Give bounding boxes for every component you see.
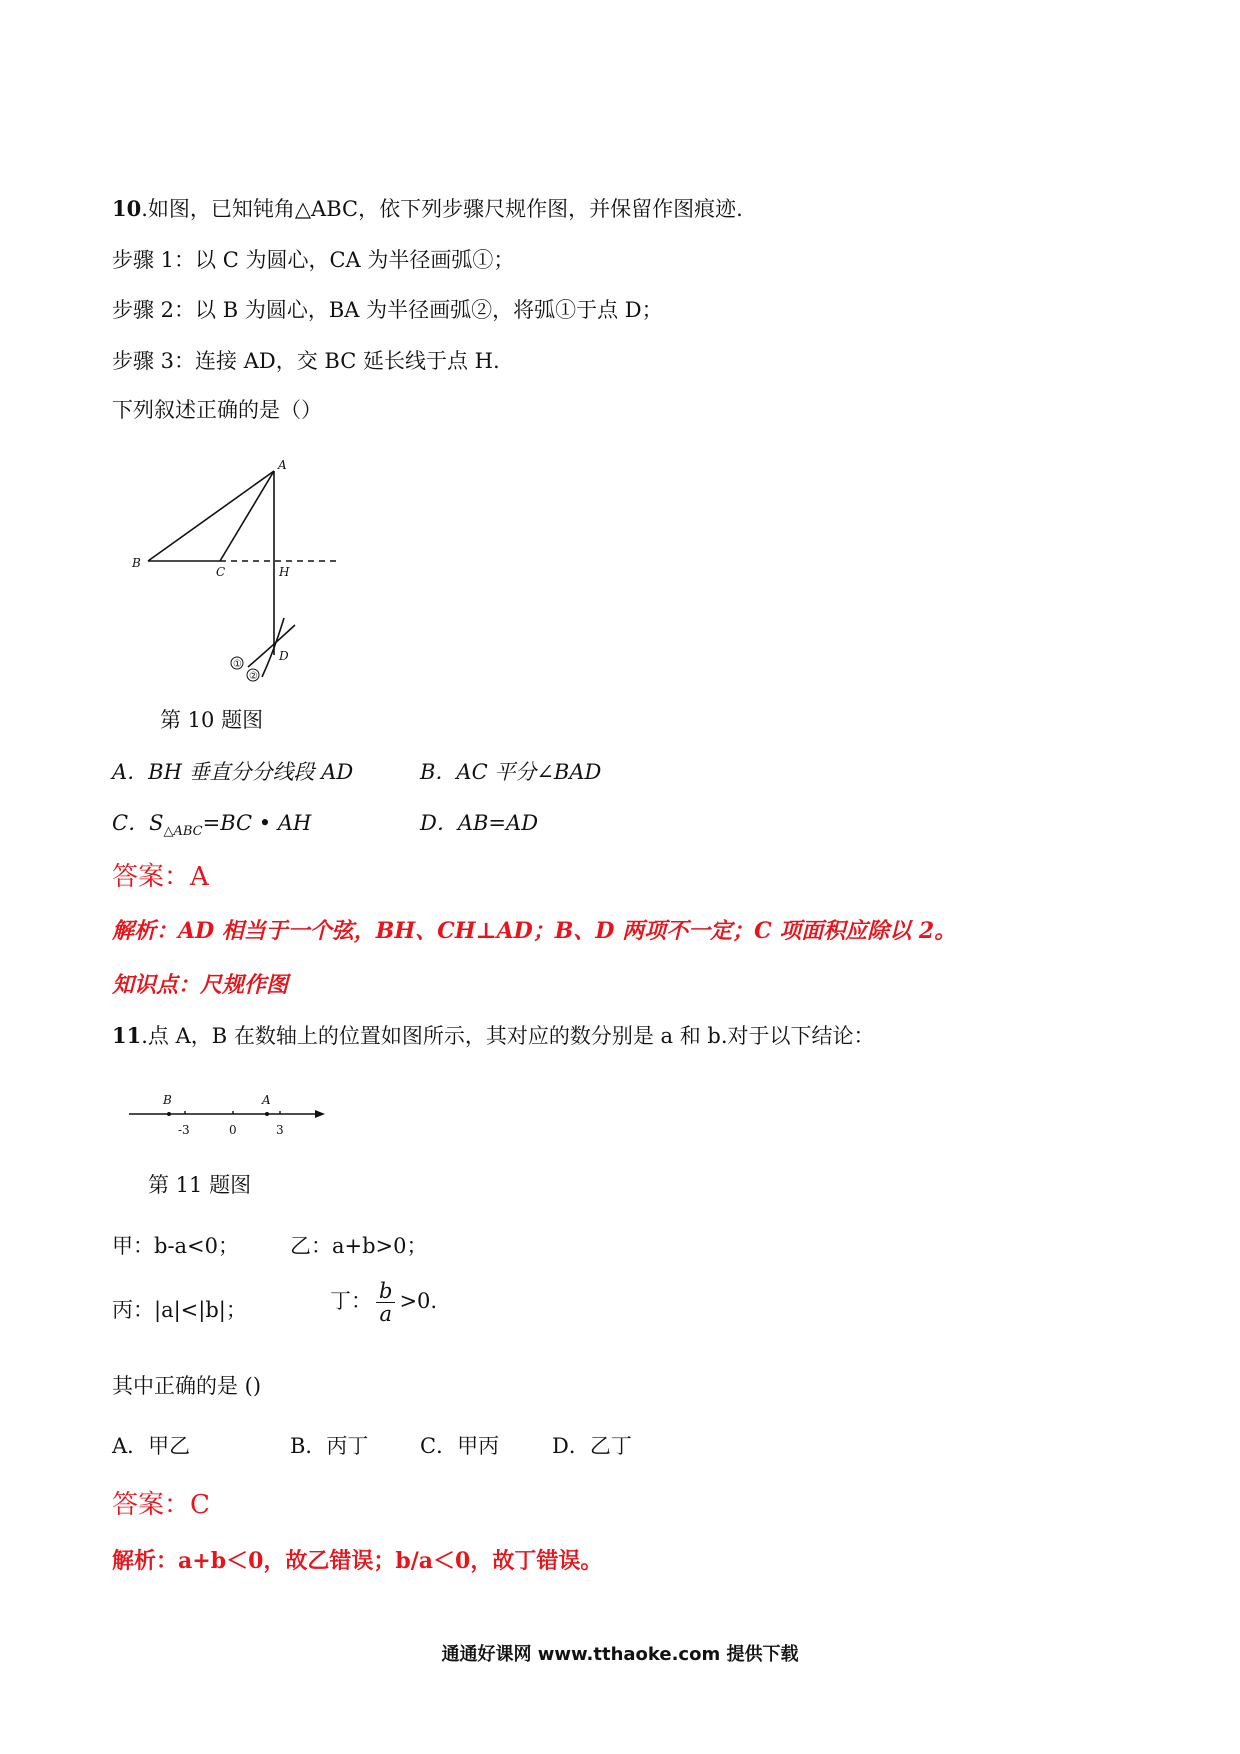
- q10-answer: 答案：A: [112, 862, 209, 892]
- q11-ding-denominator: a: [379, 1302, 392, 1327]
- label-b: B: [132, 556, 141, 570]
- q10-figure-caption: 第 10 题图: [160, 708, 264, 732]
- q10-stem-line: [112, 196, 743, 222]
- q11-ding-suffix: >0.: [399, 1289, 438, 1314]
- q11-option-b: B．丙丁: [290, 1434, 369, 1458]
- q10-step-1: 步骤 1：以 C 为圆心，CA 为半径画弧①；: [112, 248, 515, 272]
- segment-ca: [220, 471, 274, 561]
- axis-arrow: [315, 1110, 325, 1118]
- q10-option-c: [112, 811, 311, 840]
- arc-2: [262, 618, 284, 677]
- q11-statement-jia: 甲：b-a<0；: [112, 1234, 240, 1258]
- q11-ding-fraction: [376, 1280, 395, 1325]
- label-arc1: ①: [233, 659, 242, 670]
- q11-prompt: 其中正确的是 (): [112, 1374, 262, 1398]
- q10-knowledge: 知识点：尺规作图: [112, 972, 289, 998]
- point-a: [265, 1112, 269, 1116]
- tick-label-0: 0: [229, 1123, 237, 1137]
- q10-number: 10: [112, 196, 142, 221]
- label-a: A: [278, 458, 287, 472]
- q10-option-c-sub: △ABC: [163, 824, 203, 840]
- q11-option-a: A．甲乙: [112, 1434, 191, 1458]
- label-arc2: ②: [249, 671, 258, 682]
- label-h: H: [279, 565, 290, 579]
- q11-option-c: C．甲丙: [420, 1434, 500, 1458]
- q11-ding-prefix: 丁：: [330, 1289, 372, 1314]
- label-c: C: [216, 565, 226, 579]
- q10-option-b: B．AC 平分∠BAD: [420, 760, 602, 784]
- page-footer: 通通好课网 www.tthaoke.com 提供下载: [441, 1644, 799, 1665]
- label-d: D: [279, 649, 289, 663]
- q11-number: 11: [112, 1023, 142, 1048]
- q10-step-3: 步骤 3：连接 AD，交 BC 延长线于点 H.: [112, 349, 500, 373]
- q11-statement-yi: 乙：a+b>0；: [290, 1234, 428, 1258]
- q10-option-d: D．AB=AD: [420, 811, 539, 835]
- q10-stem: .如图，已知钝角△ABC，依下列步骤尺规作图，并保留作图痕迹.: [141, 197, 743, 221]
- q11-ding-numerator: b: [376, 1280, 395, 1303]
- q11-option-d: D．乙丁: [552, 1434, 632, 1458]
- q11-analysis: 解析：a+b＜0，故乙错误；b/a＜0，故丁错误。: [112, 1548, 603, 1574]
- q10-figure: [120, 455, 360, 685]
- q11-stem: .点 A，B 在数轴上的位置如图所示，其对应的数分别是 a 和 b.对于以下结论：: [141, 1024, 875, 1048]
- q11-figure-caption: 第 11 题图: [148, 1173, 252, 1197]
- q10-option-c-rest: =BC • AH: [202, 811, 312, 835]
- q11-stem-line: [112, 1023, 875, 1049]
- q11-number-line: [125, 1090, 335, 1140]
- q10-option-c-prefix: C．S: [112, 811, 164, 835]
- tick-label-neg3: -3: [178, 1123, 190, 1137]
- q11-statement-ding: [330, 1280, 437, 1325]
- q10-step-2: 步骤 2：以 B 为圆心，BA 为半径画弧②，将弧①于点 D；: [112, 298, 663, 322]
- q10-prompt: 下列叙述正确的是（）: [112, 398, 322, 422]
- segment-ba: [148, 471, 274, 561]
- label-point-a: A: [262, 1093, 271, 1107]
- q11-answer: 答案：C: [112, 1490, 210, 1520]
- q10-analysis: 解析：AD 相当于一个弦，BH、CH⊥AD；B、D 两项不一定；C 项面积应除以 2。: [112, 918, 957, 944]
- q10-option-a: A．BH 垂直分分线段 AD: [112, 760, 354, 784]
- label-point-b: B: [163, 1093, 172, 1107]
- tick-label-3: 3: [276, 1123, 284, 1137]
- point-b: [167, 1112, 171, 1116]
- q11-statement-bing: 丙：|a|<|b|；: [112, 1298, 247, 1322]
